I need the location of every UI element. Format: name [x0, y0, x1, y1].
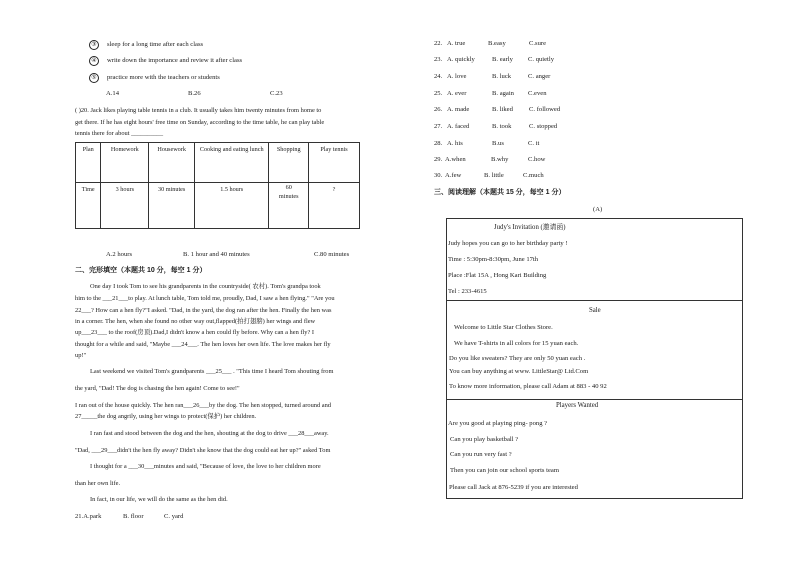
divider — [446, 399, 743, 400]
cloze-line: Last weekend we visited Tom's grandparents ___25___ . "This time I heard Tom shouting from — [90, 368, 334, 375]
question-number: 28. — [434, 140, 443, 147]
list-text: sleep for a long time after each class — [107, 41, 204, 48]
answer-option-a[interactable]: A. true — [447, 40, 466, 47]
list-text: write down the importance and review it after class — [107, 57, 243, 64]
sale-line: You can buy anything at www. LittleStar@ Ltd.Com — [449, 368, 589, 375]
list-number: ⑤ — [89, 73, 99, 83]
answer-option-b[interactable]: B. early — [492, 56, 513, 63]
cloze-line: I thought for a ___30___minutes and said, "Because of love, the love to her children more — [90, 463, 321, 470]
list-item — [89, 40, 203, 50]
q21-option-a[interactable]: 21.A.park — [75, 513, 102, 520]
question-number: 27. — [434, 123, 443, 130]
cloze-line: up!" — [75, 352, 87, 359]
answer-option-c[interactable]: C. anger — [528, 73, 551, 80]
cloze-line: "Dad, ___29___didn't the hen fly away? Didn't she know that the dog could eat her up?" asked Tom — [75, 447, 331, 454]
question-number: 30. — [434, 172, 443, 179]
cloze-line: him to the ___21___to play. At lunch table, Tom told me, proudly, Dad, I saw a hen flying." "Are you — [75, 295, 335, 302]
question-number: 24. — [434, 73, 443, 80]
answer-option-c[interactable]: C.how — [528, 156, 546, 163]
invitation-line: Time : 5:30pm-8:30pm, June 17th — [448, 256, 539, 263]
answer-option-c[interactable]: C.even — [528, 90, 547, 97]
cloze-line: 27_____the dog angrily, using her wings to protect(保护) her children. — [75, 413, 257, 420]
q21-option-b[interactable]: B. floor — [123, 513, 144, 520]
question-number: 29. — [434, 156, 443, 163]
q19-option-c[interactable]: C.23 — [270, 90, 283, 97]
table-cell: 60 minutes — [269, 183, 309, 229]
answer-option-b[interactable]: B. little — [484, 172, 504, 179]
list-item — [89, 56, 242, 66]
q19-option-a[interactable]: A.14 — [106, 90, 120, 97]
table-cell: 30 minutes — [149, 183, 195, 229]
cloze-line: 22___? How can a hen fly?"I asked. "Dad, in the yard, the dog ran after the hen. Finally the hen was — [75, 307, 332, 314]
section2-title: 二、完形填空（本题共 10 分，每空 1 分） — [75, 267, 207, 274]
sale-line: Welcome to Little Star Clothes Store. — [454, 324, 553, 331]
players-line: Can you play basketball ? — [450, 436, 519, 443]
answer-option-a[interactable]: A. made — [447, 106, 470, 113]
sale-line: We have T-shirts in all colors for 15 yuan each. — [454, 340, 579, 347]
list-number: ④ — [89, 56, 99, 66]
invitation-line: Place :Flat 15A , Hong Kari Building — [448, 272, 547, 279]
invitation-time — [448, 256, 538, 264]
invitation-line: Judy hopes you can go to her birthday party ! — [448, 240, 568, 247]
players-line: Can you run very fast ? — [450, 451, 512, 458]
table-header: Play tennis — [309, 143, 360, 183]
cloze-line: than her own life. — [75, 480, 121, 487]
question-number: 23. — [434, 56, 443, 63]
question-number: 22. — [434, 40, 443, 47]
table-header: Housework — [149, 143, 195, 183]
players-line: Then you can join our school sports team — [450, 467, 559, 474]
table-cell: 1.5 hours — [195, 183, 269, 229]
list-text: practice more with the teachers or students — [107, 74, 220, 81]
q20-text: ( )20. Jack likes playing table tennis in a club. It usually takes him twenty minutes from home to — [75, 107, 322, 114]
table-header: Shopping — [269, 143, 309, 183]
q20-option-b[interactable]: B. 1 hour and 40 minutes — [183, 251, 250, 258]
table-row — [76, 183, 360, 229]
time-table — [75, 142, 360, 229]
table-header: Cooking and eating lunch — [195, 143, 269, 183]
passage-label: (A) — [593, 206, 603, 213]
answer-option-a[interactable]: A.few — [445, 172, 462, 179]
q19-option-b[interactable]: B.26 — [188, 90, 201, 97]
answer-option-b[interactable]: B. took — [492, 123, 512, 130]
q20-text: get there. If he has eight hours' free time on Sunday, according to the time table, he can play table — [75, 119, 325, 126]
cloze-line: thought for a while and said, "Maybe ___24___. The hen loves her own life. The love makes her fly — [75, 341, 331, 348]
answer-option-c[interactable]: C. quietly — [528, 56, 555, 63]
table-cell: 3 hours — [101, 183, 149, 229]
players-line: Please call Jack at 876-5239 if you are interested — [449, 484, 578, 491]
q20-text: tennis there for about __________ — [75, 130, 164, 137]
invitation-line: Tel : 233-4615 — [448, 288, 487, 295]
divider — [446, 300, 743, 301]
cloze-line: In fact, in our life, we will do the same as the hen did. — [90, 496, 228, 503]
table-cell: ? — [309, 183, 360, 229]
sale-line: Do you like sweaters? They are only 50 yuan each . — [449, 355, 586, 362]
cloze-line: the yard, "Dad! The dog is chasing the hen again! Come to see!" — [75, 385, 240, 392]
q21-option-c[interactable]: C. yard — [164, 513, 184, 520]
answer-option-c[interactable]: C.much — [523, 172, 544, 179]
sale-line: To know more information, please call Adam at 883 - 40 92 — [449, 383, 607, 390]
cloze-line: I ran out of the house quickly. The hen ran___26___by the dog. The hen stopped, turned around and — [75, 402, 331, 409]
cloze-line: in a corner. The hen, when she found no other way out,flapped(拍打翅膀) her wings and flew — [75, 318, 316, 325]
q20-option-a[interactable]: A.2 hours — [106, 251, 133, 258]
cloze-line: One day I took Tom to see his grandparents in the countryside( 农村). Tom's grandpa took — [90, 283, 321, 290]
table-header: Homework — [101, 143, 149, 183]
answer-option-c[interactable]: C. it — [528, 140, 540, 147]
cloze-line: I ran fast and stood between the dog and the hen, shouting at the dog to drive ___28___away. — [90, 430, 329, 437]
answer-option-b[interactable]: B.why — [491, 156, 509, 163]
answer-option-a[interactable]: A.when — [445, 156, 466, 163]
list-item — [89, 73, 220, 83]
invitation-title: Judy's Invitation (邀请函) — [494, 224, 566, 231]
answer-option-b[interactable]: B.us — [492, 140, 504, 147]
answer-option-c[interactable]: C. stopped — [529, 123, 558, 130]
players-line: Are you good at playing ping- pong ? — [448, 420, 548, 427]
answer-option-a[interactable]: A. his — [447, 140, 463, 147]
table-header: Plan — [76, 143, 101, 183]
question-number: 26. — [434, 106, 443, 113]
question-number: 25. — [434, 90, 443, 97]
answer-option-c[interactable]: C. followed — [529, 106, 561, 113]
answer-option-b[interactable]: B. again — [492, 90, 514, 97]
answer-option-a[interactable]: A. faced — [447, 123, 470, 130]
q20-option-c[interactable]: C.80 minutes — [314, 251, 350, 258]
cloze-line: up___23___ to the roof(房顶).Dad,I didn't know a hen could fly before. Why can a hen fly? I — [75, 329, 315, 336]
answer-option-b[interactable]: B. luck — [492, 73, 512, 80]
answer-option-c[interactable]: C.sure — [529, 40, 547, 47]
answer-option-a[interactable]: A. love — [447, 73, 467, 80]
answer-option-a[interactable]: A. quickly — [447, 56, 475, 63]
answer-option-b[interactable]: B. liked — [492, 106, 513, 113]
section3-title: 三、阅读理解（本题共 15 分，每空 1 分） — [434, 189, 566, 196]
sale-title: Sale — [589, 307, 601, 314]
list-number: ③ — [89, 40, 99, 50]
table-cell: Time — [76, 183, 101, 229]
answer-option-a[interactable]: A. ever — [447, 90, 467, 97]
answer-option-b[interactable]: B.easy — [488, 40, 506, 47]
table-header-row — [76, 143, 360, 183]
players-title: Players Wanted — [556, 402, 599, 409]
